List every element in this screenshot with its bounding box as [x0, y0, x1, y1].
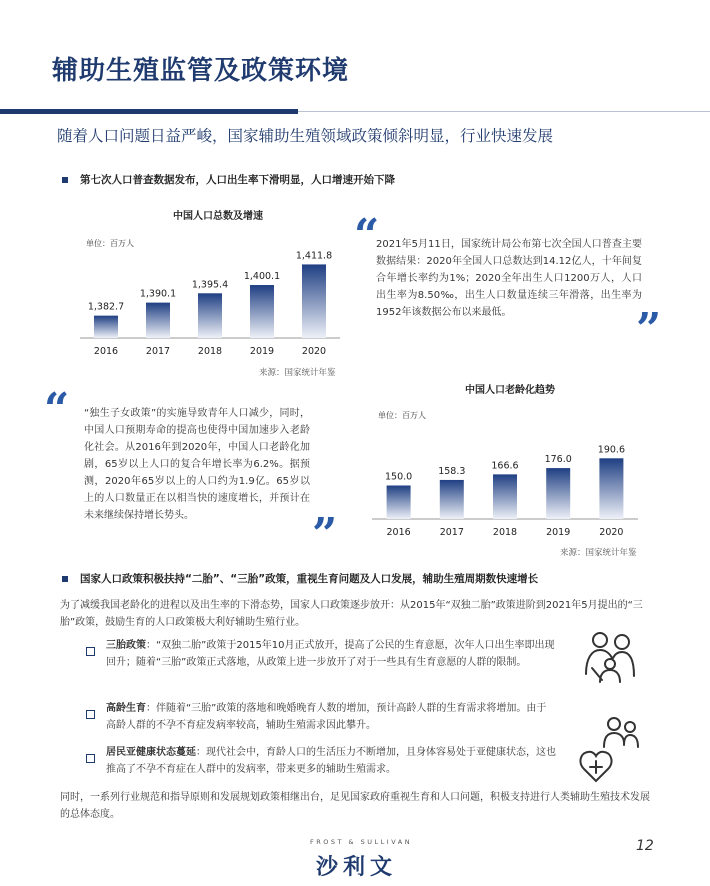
quote1-text: 2021年5月11日，国家统计局公布第七次全国人口普查主要数据结果：2020年全国人口总数达到14.12亿人，十年间复合年增长率约为1%；2020全年出生人口1200万人，人口出生率为8.50‰，出生人口数量连续三年滑落，出生率为1952年该数据公布以来最低。 [376, 239, 642, 318]
chart1-plot [80, 218, 350, 358]
section-bullet-icon [62, 177, 68, 183]
bar-2017 [440, 480, 464, 519]
quote-open-icon: “ [44, 384, 70, 435]
quote-close-icon: ” [312, 509, 338, 560]
bar-2020 [302, 264, 326, 338]
data-label-2018: 1,395.4 [191, 279, 229, 291]
x-tick-2020: 2020 [301, 346, 327, 357]
x-tick-2017: 2017 [145, 346, 171, 357]
data-label-2020: 1,411.8 [295, 250, 333, 262]
data-label-2017: 1,390.1 [139, 288, 177, 300]
x-tick-2016: 2016 [386, 527, 411, 538]
chart2-unit: 单位：百万人 [378, 411, 426, 420]
page-number: 12 [636, 838, 654, 854]
data-label-2016: 1,382.7 [87, 301, 125, 313]
checkbox-icon [86, 641, 95, 660]
section2-intro: 为了减缓我国老龄化的进程以及出生率的下滑态势，国家人口政策逐步放开：从2015年“双独二胎”政策进阶到2021年5月提出的“三胎”政策，鼓励生育的人口政策极大利好辅助生殖行业。 [60, 600, 643, 628]
checkbox-icon [86, 748, 95, 767]
x-tick-2016: 2016 [93, 346, 119, 357]
title-rule-light [298, 111, 710, 112]
chart2-source: 来源：国家统计年鉴 [560, 548, 637, 558]
bar-2019 [250, 285, 274, 338]
x-tick-2019: 2019 [249, 346, 275, 357]
bar-2020 [599, 458, 623, 519]
section-bullet-icon [62, 576, 68, 582]
x-tick-2019: 2019 [546, 527, 571, 538]
section1-heading: 第七次人口普查数据发布，人口出生率下滑明显，人口增速开始下降 [62, 172, 395, 187]
bar-2018 [493, 474, 517, 519]
data-label-2019: 176.0 [544, 454, 572, 466]
x-tick-2020: 2020 [599, 527, 624, 538]
data-label-2018: 166.6 [491, 460, 519, 472]
bar-2016 [387, 486, 411, 520]
brand-logo-caption: FROST & SULLIVAN [310, 838, 413, 846]
page-subtitle: 随着人口问题日益严峻，国家辅助生殖领域政策倾斜明显，行业快速发展 [57, 127, 554, 145]
page-title: 辅助生殖监管及政策环境 [52, 56, 350, 86]
bar-2017 [146, 303, 170, 338]
checkbox-icon [86, 704, 95, 723]
chart1-title: 中国人口总数及增速 [173, 211, 263, 222]
family-icon [578, 628, 642, 688]
chart1-unit: 单位：百万人 [86, 239, 134, 248]
quote2-text: “独生子女政策”的实施导致青年人口减少，同时，中国人口预期寿命的提高也使得中国加速步入老龄化社会。从2016年到2020年，中国人口老龄化加剧，65岁以上人口的复合年增长率为6.2%。据预测，2020年65岁以上的人口约为1.9亿。65岁以上的人口数量正在以相当快的速度增长，并预计在未来继续保持增长势头。 [84, 408, 310, 521]
bar-2019 [546, 468, 570, 519]
list-item: 高龄生育：伴随着“三胎”政策的落地和晚婚晚育人数的增加，预计高龄人群的生育需求将增加。由于高龄人群的不孕不育症发病率较高，辅助生殖需求因此攀升。 [106, 703, 547, 731]
chart2-title: 中国人口老龄化趋势 [465, 385, 555, 396]
data-label-2017: 158.3 [438, 465, 466, 477]
x-tick-2018: 2018 [197, 346, 223, 357]
heart-health-icon [578, 715, 642, 783]
section2-heading: 国家人口政策积极扶持“二胎”、“三胎”政策，重视生育问题及人口发展，辅助生殖周期数快速增长 [62, 571, 538, 586]
list-item: 居民亚健康状态蔓延：现代社会中，育龄人口的生活压力不断增加，且身体容易处于亚健康状态，这也推高了不孕不育症在人群中的发病率，带来更多的辅助生殖需求。 [106, 747, 556, 775]
bar-2016 [94, 316, 118, 338]
chart1-source: 来源：国家统计年鉴 [259, 368, 336, 378]
list-item: 三胎政策：“双独二胎”政策于2015年10月正式放开，提高了公民的生育意愿，次年人口出生率即出现回升；随着“三胎”政策正式落地，从政策上进一步放开了对于一些具有生育意愿的人群的限制。 [106, 640, 555, 668]
data-label-2020: 190.6 [597, 444, 626, 456]
quote-close-icon: ” [636, 304, 662, 355]
bar-2018 [198, 293, 222, 338]
chart2-plot [372, 392, 648, 540]
x-tick-2018: 2018 [492, 527, 518, 538]
title-rule-dark [0, 109, 298, 114]
quote-open-icon: “ [354, 210, 380, 261]
data-label-2019: 1,400.1 [243, 271, 281, 283]
section2-closing: 同时，一系列行业规范和指导原则和发展规划政策相继出台，足见国家政府重视生育和人口问题，积极支持进行人类辅助生殖技术发展的总体态度。 [60, 792, 650, 820]
brand-logo: 沙利文 [316, 855, 398, 880]
x-tick-2017: 2017 [439, 527, 464, 538]
data-label-2016: 150.0 [384, 471, 413, 483]
